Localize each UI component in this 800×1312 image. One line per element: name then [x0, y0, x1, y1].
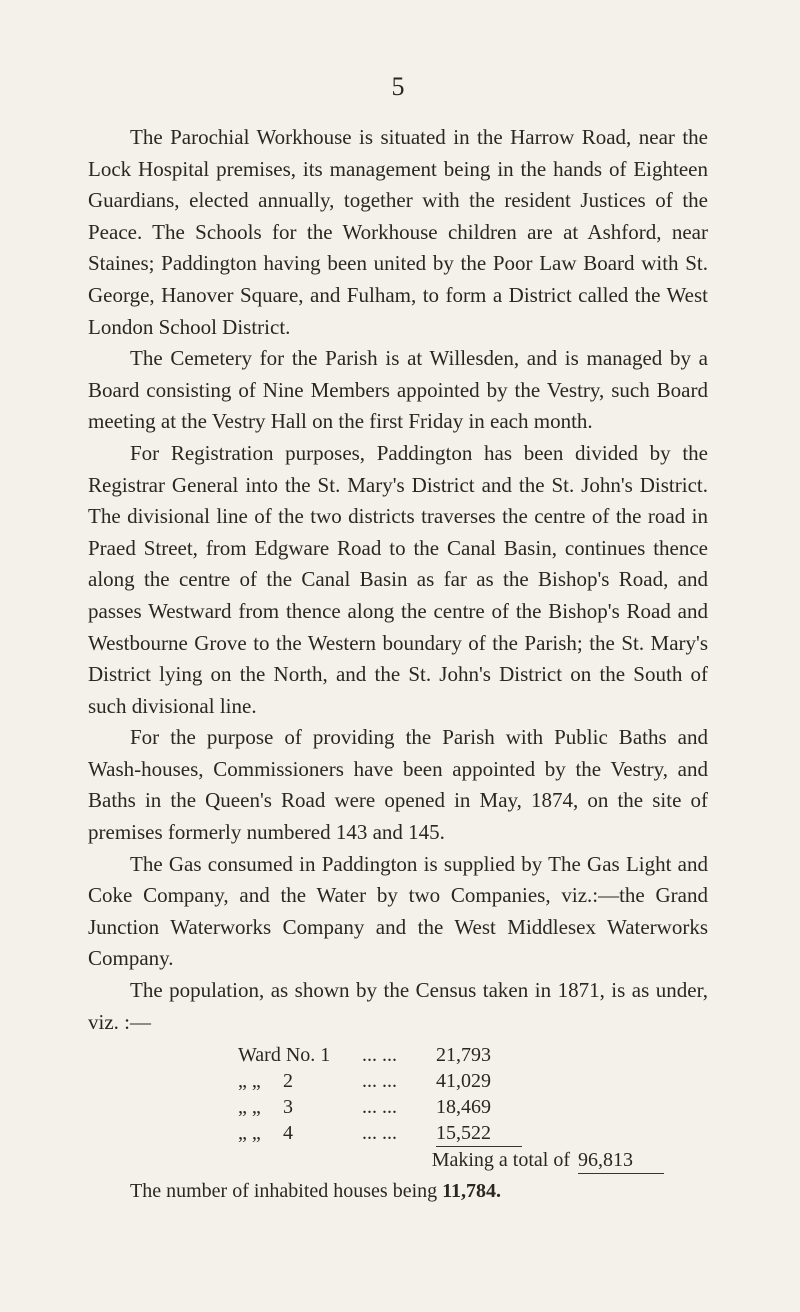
total-label: Making a total of [431, 1149, 570, 1172]
ward-label: „ „ 4 [238, 1122, 293, 1145]
ward-value: 15,522 [436, 1120, 522, 1147]
paragraph-gas-water: The Gas consumed in Paddington is supplied by The Gas Light and Coke Company, and the Water by two Companies, viz.:—the Grand Junction Waterworks Company and the West Middlesex Waterworks Company. [88, 851, 708, 971]
paragraph-census-intro: The population, as shown by the Census taken in 1871, is as under, viz. :— [88, 978, 708, 1034]
ward-dots: ... ... [362, 1044, 397, 1067]
ward-row [238, 1068, 708, 1094]
ward-dots: ... ... [362, 1122, 397, 1145]
houses-value: 11,784. [442, 1180, 502, 1203]
ward-label: Ward No. 1 [238, 1044, 331, 1067]
paragraph-cemetery: The Cemetery for the Parish is at Willesden, and is managed by a Board consisting of Nine Members appointed by the Vestry, such Board meeting at the Vestry Hall on the first Friday in each month. [88, 346, 708, 434]
ward-value: 18,469 [436, 1096, 491, 1119]
page-number: 5 [391, 72, 405, 101]
houses-label: The number of inhabited houses being [130, 1180, 438, 1203]
ward-value: 21,793 [436, 1044, 491, 1067]
ward-dots: ... ... [362, 1096, 397, 1119]
ward-row [238, 1042, 708, 1068]
inhabited-houses-line [130, 1176, 708, 1206]
ward-dots: ... ... [362, 1070, 397, 1093]
population-table [238, 1042, 708, 1174]
ward-row [238, 1094, 708, 1120]
ward-label: „ „ 3 [238, 1096, 293, 1119]
paragraph-registration: For Registration purposes, Paddington has been divided by the Registrar General into the St. Mary's District and the St. John's District. The divisional line of the two districts traverses the centre of the road in Praed Street, from Edgware Road to the Canal Basin, continues thence along the centre of the Canal Basin as far as the Bishop's Road, and passes Westward from thence along the centre of the Bishop's Road and Westbourne Grove to the Western boundary of the Parish; the St. Mary's District lying on the North, and the St. John's District on the South of such divisional line. [88, 440, 708, 718]
paragraph-baths: For the purpose of providing the Parish with Public Baths and Wash-houses, Commissioners have been appointed by the Vestry, and Baths in the Queen's Road were opened in May, 1874, on the site of premises formerly numbered 143 and 145. [88, 725, 708, 845]
total-row [330, 1147, 708, 1174]
ward-label: „ „ 2 [238, 1070, 293, 1093]
total-value: 96,813 [578, 1147, 664, 1174]
ward-value: 41,029 [436, 1070, 491, 1093]
paragraph-workhouse: The Parochial Workhouse is situated in the Harrow Road, near the Lock Hospital premises, its management being in the hands of Eighteen Guardians, elected annually, together with the resident Justices of the Peace. The Schools for the Workhouse children are at Ashford, near Staines; Paddington having been united by the Poor Law Board with St. George, Hanover Square, and Fulham, to form a District called the West London School District. [88, 125, 708, 339]
ward-row [238, 1120, 708, 1147]
